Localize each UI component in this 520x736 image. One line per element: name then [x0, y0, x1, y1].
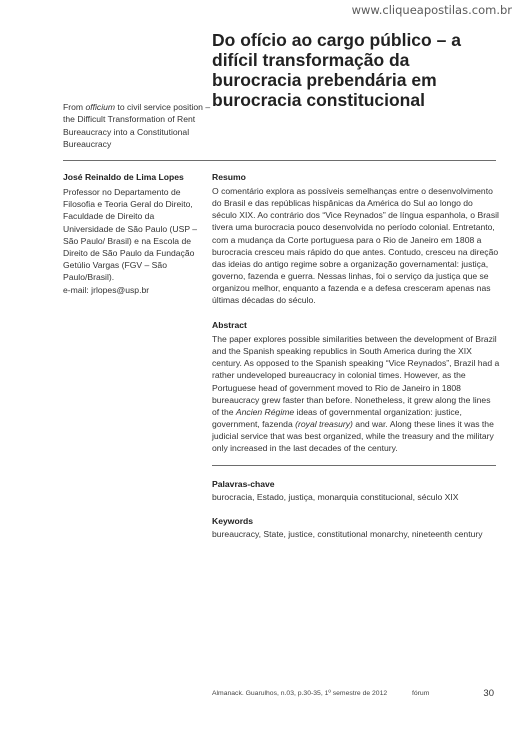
abstract-italic-royal-treasury: (royal treasury) [295, 419, 353, 430]
abstract-heading: Abstract [212, 320, 247, 330]
keywords-text: bureaucracy, State, justice, constitutional monarchy, nineteenth century [212, 529, 483, 539]
resumo-heading: Resumo [212, 172, 246, 182]
english-title-italic: officium [85, 102, 116, 112]
page-number: 30 [483, 688, 494, 699]
divider-keywords [212, 465, 496, 466]
abstract-part2: ideas of governmental organization: justice, government, fazenda [212, 406, 462, 430]
abstract-text [212, 333, 500, 455]
palavras-chave-heading: Palavras-chave [212, 479, 275, 489]
affiliation-text: Professor no Departamento de Filosofia e Teoria Geral do Direito, Faculdade de Direito da Universidade de São Paulo (USP – São Paulo/ Brasil) e na Escola de Direito de São Paulo da Fundação Getúlio Vargas (FGV – São Paulo/Brasil). [63, 187, 198, 283]
english-title-prefix: From [63, 102, 86, 112]
resumo-text: O comentário explora as possíveis semelhanças entre o desenvolvimento do Brasil e das repúblicas hispânicas da América do Sul ao longo do século XIX. Ao contrário dos “Vice Reynados” de língua espanhola, o Brasil tivera uma burocracia pouco desenvolvida no período colonial. Entretanto, com a mudança da Corte portuguesa para o Rio de Janeiro em 1808 a burocracia cresceu mais rápido do que antes. Contudo, cresceu na direção das ideias do antigo regime sobre a organização governamental: justiça, governo, fazenda e guerra. Nessas linhas, foi o serviço da justiça que se organizou melhor, enquanto a fazenda e a defesa cresceram apenas nas últimas décadas do século. [212, 186, 499, 306]
author-email[interactable]: e-mail: jrlopes@usp.br [63, 284, 150, 295]
english-title [63, 101, 213, 151]
divider-top [63, 160, 496, 161]
keywords-heading: Keywords [212, 516, 254, 526]
footer-section: fórum [412, 690, 430, 697]
abstract-part3: and war. Along these lines it was the judicial service that was best organized, while the treasury and the military only increased in the last decades of the century. [212, 419, 494, 454]
author-affiliation [63, 186, 203, 296]
abstract-italic-ancien-regime: Ancien Régime [235, 406, 295, 417]
author-name: José Reinaldo de Lima Lopes [63, 172, 184, 182]
abstract-part1: The paper explores possible similarities between the development of Brazil and the Spanish speaking republics in South America during the XIX century. As opposed to the Spanish speaking “Vice Reynados”, Brazil had a rather undeveloped bureaucracy in colonial times. However, as the Portuguese head of government moved to Rio de Janeiro in 1808 bureaucracy grew faster than before. Nonetheless, it grew along the lines of the [212, 334, 500, 417]
palavras-chave-text: burocracia, Estado, justiça, monarquia constitucional, século XIX [212, 492, 459, 502]
watermark-url[interactable]: www.cliqueapostilas.com.br [351, 3, 512, 17]
english-title-rest: to civil service position – the Difficult Transformation of Rent Bureaucracy into a Constitutional Bureaucracy [63, 102, 211, 150]
article-title: Do ofício ao cargo público – a difícil transformação da burocracia prebendária em burocracia constitucional [212, 30, 461, 110]
footer-citation: Almanack. Guarulhos, n.03, p.30-35, 1º semestre de 2012 [212, 690, 388, 697]
